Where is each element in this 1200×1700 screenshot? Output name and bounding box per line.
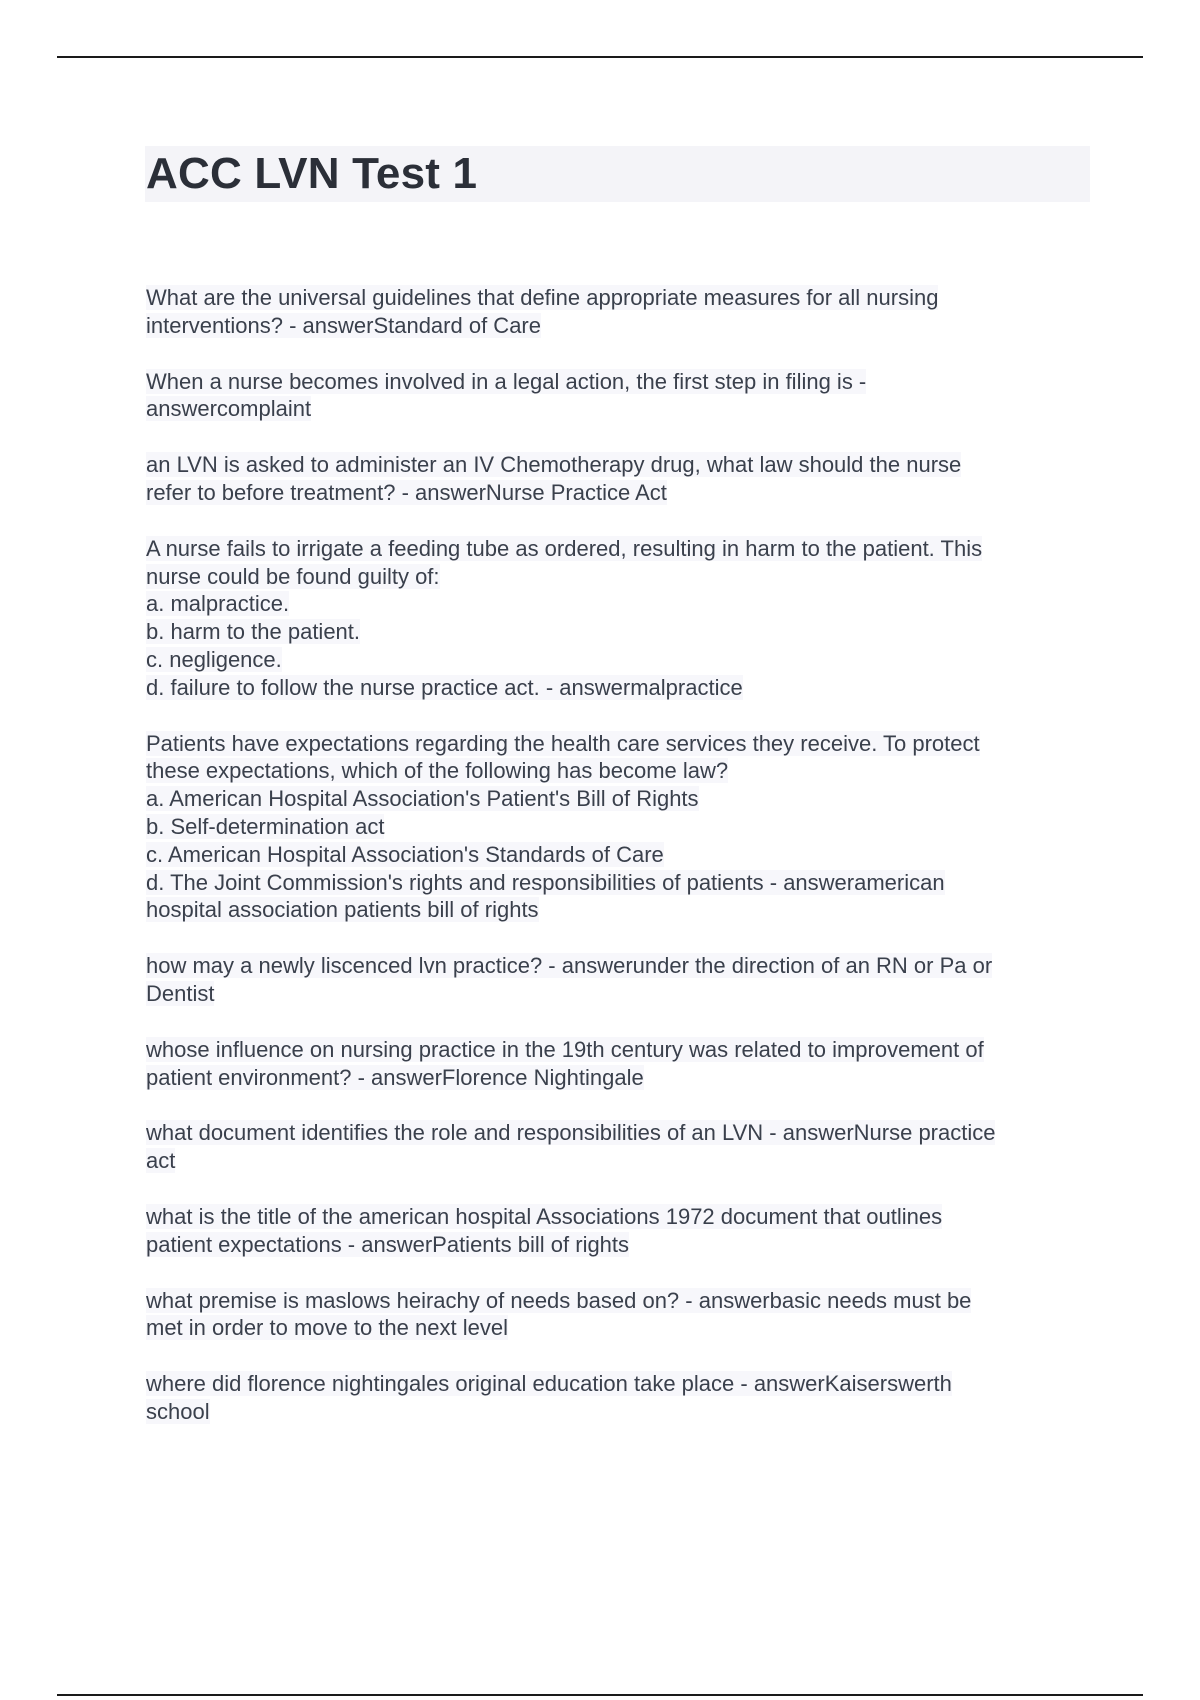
qa-option: a. malpractice. (146, 591, 290, 617)
top-rule (57, 56, 1143, 58)
qa-line: an LVN is asked to administer an IV Chemotherapy drug, what law should the nurse (146, 452, 962, 478)
qa-line: school (146, 1398, 210, 1424)
qa-line: When a nurse becomes involved in a legal action, the first step in filing is - (146, 368, 867, 394)
qa-option: c. American Hospital Association's Standards of Care (146, 841, 664, 867)
qa-line: patient environment? - answerFlorence Nightingale (146, 1064, 644, 1090)
bottom-rule (57, 1694, 1143, 1696)
qa-item (146, 1119, 1086, 1175)
qa-line: what document identifies the role and responsibilities of an LVN - answerNurse practice (146, 1120, 996, 1146)
qa-item (146, 535, 1086, 702)
qa-item (146, 451, 1086, 507)
qa-line: met in order to move to the next level (146, 1315, 508, 1341)
qa-line: patient expectations - answerPatients bill of rights (146, 1231, 630, 1257)
qa-line: interventions? - answerStandard of Care (146, 312, 541, 338)
qa-option: b. Self-determination act (146, 813, 385, 839)
qa-item (146, 1203, 1086, 1259)
qa-line: what is the title of the american hospital Associations 1972 document that outlines (146, 1203, 943, 1229)
qa-item (146, 1287, 1086, 1343)
qa-item (146, 1036, 1086, 1092)
qa-option: d. failure to follow the nurse practice act. - answermalpractice (146, 674, 743, 700)
qa-item (146, 730, 1086, 925)
qa-line: Patients have expectations regarding the health care services they receive. To protect (146, 730, 980, 756)
qa-line: how may a newly liscenced lvn practice? - answerunder the direction of an RN or Pa or (146, 953, 993, 979)
qa-item (146, 1370, 1086, 1426)
qa-item (146, 368, 1086, 424)
qa-line: A nurse fails to irrigate a feeding tube as ordered, resulting in harm to the patient. This (146, 535, 983, 561)
qa-line: answercomplaint (146, 396, 312, 422)
qa-option: d. The Joint Commission's rights and responsibilities of patients - answeramerican (146, 869, 945, 895)
qa-line: What are the universal guidelines that define appropriate measures for all nursing (146, 285, 939, 310)
qa-line: where did florence nightingales original education take place - answerKaiserswerth (146, 1371, 952, 1397)
qa-list (146, 284, 1086, 1454)
qa-line: these expectations, which of the following has become law? (146, 758, 729, 784)
qa-line: nurse could be found guilty of: (146, 563, 440, 589)
qa-item (146, 284, 1086, 340)
qa-option: a. American Hospital Association's Patient's Bill of Rights (146, 786, 699, 812)
qa-option: b. harm to the patient. (146, 619, 361, 645)
document-title: ACC LVN Test 1 (146, 149, 478, 198)
qa-line: whose influence on nursing practice in the 19th century was related to improvement of (146, 1036, 984, 1062)
qa-item (146, 952, 1086, 1008)
qa-line: hospital association patients bill of rights (146, 897, 539, 923)
qa-option: c. negligence. (146, 646, 282, 672)
qa-line: act (146, 1148, 176, 1174)
qa-line: what premise is maslows heirachy of needs based on? - answerbasic needs must be (146, 1287, 972, 1313)
qa-line: refer to before treatment? - answerNurse Practice Act (146, 479, 667, 505)
qa-line: Dentist (146, 980, 215, 1006)
